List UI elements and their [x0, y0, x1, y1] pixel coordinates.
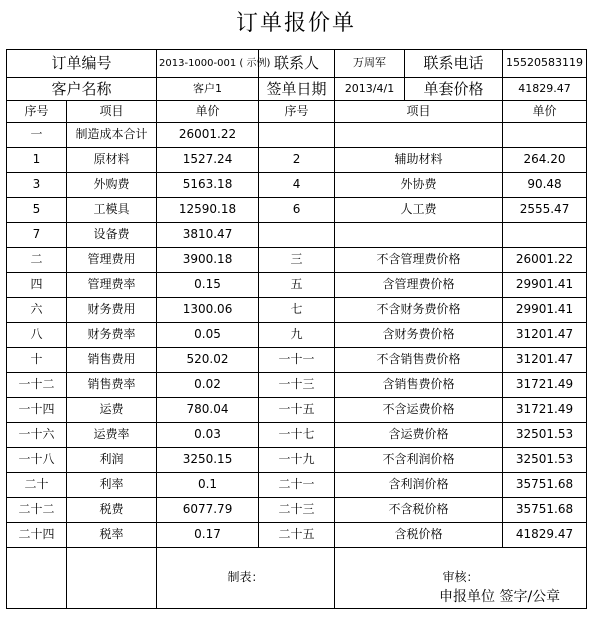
right-price-cell: 29901.41 — [503, 298, 587, 323]
left-item-cell: 外购费 — [67, 173, 157, 198]
right-item-cell: 辅助材料 — [335, 148, 503, 173]
right-seq-cell: 二十三 — [259, 498, 335, 523]
left-seq-cell: 六 — [7, 298, 67, 323]
right-seq-cell: 七 — [259, 298, 335, 323]
column-header-row — [7, 101, 587, 123]
right-item-cell — [335, 223, 503, 248]
left-price-cell: 0.15 — [157, 273, 259, 298]
left-price-cell: 0.05 — [157, 323, 259, 348]
reviewed-by-label: 审核： — [335, 548, 587, 609]
right-seq-cell: 一十一 — [259, 348, 335, 373]
customer-value: 客户1 — [157, 78, 259, 101]
right-item-cell: 含税价格 — [335, 523, 503, 548]
left-price-cell: 520.02 — [157, 348, 259, 373]
right-price-cell: 32501.53 — [503, 423, 587, 448]
left-item-cell: 管理费率 — [67, 273, 157, 298]
left-item-cell: 管理费用 — [67, 248, 157, 273]
column-header-item: 项目 — [67, 101, 157, 123]
left-price-cell: 12590.18 — [157, 198, 259, 223]
stamp-label: 申报单位 签字/公章 — [439, 589, 561, 605]
left-seq-cell: 二十二 — [7, 498, 67, 523]
right-seq-cell — [259, 123, 335, 148]
right-seq-cell: 三 — [259, 248, 335, 273]
right-item-cell: 不含销售费价格 — [335, 348, 503, 373]
table-row — [7, 123, 587, 148]
right-item-cell: 含管理费价格 — [335, 273, 503, 298]
contact-label: 联系人 — [259, 50, 335, 78]
right-item-cell: 外协费 — [335, 173, 503, 198]
left-seq-cell: 四 — [7, 273, 67, 298]
left-seq-cell: 二十 — [7, 473, 67, 498]
right-seq-cell: 2 — [259, 148, 335, 173]
left-item-cell: 设备费 — [67, 223, 157, 248]
phone-label: 联系电话 — [405, 50, 503, 78]
column-header-price: 单价 — [157, 101, 259, 123]
left-seq-cell: 一 — [7, 123, 67, 148]
right-seq-cell: 6 — [259, 198, 335, 223]
left-price-cell: 0.03 — [157, 423, 259, 448]
left-price-cell: 3250.15 — [157, 448, 259, 473]
right-price-cell: 31721.49 — [503, 373, 587, 398]
right-seq-cell: 一十九 — [259, 448, 335, 473]
left-seq-cell: 1 — [7, 148, 67, 173]
column-header-item: 项目 — [335, 101, 503, 123]
right-seq-cell — [259, 223, 335, 248]
table-row — [7, 173, 587, 198]
table-row — [7, 498, 587, 523]
left-item-cell: 财务费用 — [67, 298, 157, 323]
unit-price-value: 41829.47 — [503, 78, 587, 101]
right-item-cell: 不含利润价格 — [335, 448, 503, 473]
customer-label: 客户名称 — [7, 78, 157, 101]
left-item-cell: 原材料 — [67, 148, 157, 173]
right-item-cell: 含销售费价格 — [335, 373, 503, 398]
right-price-cell: 41829.47 — [503, 523, 587, 548]
right-item-cell: 不含管理费价格 — [335, 248, 503, 273]
table-row — [7, 323, 587, 348]
table-row — [7, 448, 587, 473]
table-row — [7, 273, 587, 298]
page-title: 订单报价单 — [235, 11, 356, 36]
table-row — [7, 423, 587, 448]
left-seq-cell: 二 — [7, 248, 67, 273]
right-seq-cell: 五 — [259, 273, 335, 298]
right-price-cell: 264.20 — [503, 148, 587, 173]
right-price-cell: 31721.49 — [503, 398, 587, 423]
right-price-cell: 29901.41 — [503, 273, 587, 298]
left-seq-cell: 7 — [7, 223, 67, 248]
right-seq-cell: 一十五 — [259, 398, 335, 423]
left-seq-cell: 一十六 — [7, 423, 67, 448]
right-price-cell — [503, 223, 587, 248]
table-row — [7, 248, 587, 273]
left-price-cell: 0.1 — [157, 473, 259, 498]
left-price-cell: 3900.18 — [157, 248, 259, 273]
column-header-seq: 序号 — [7, 101, 67, 123]
left-seq-cell: 一十四 — [7, 398, 67, 423]
right-item-cell: 不含财务费价格 — [335, 298, 503, 323]
right-seq-cell: 一十三 — [259, 373, 335, 398]
right-price-cell: 31201.47 — [503, 348, 587, 373]
left-price-cell: 5163.18 — [157, 173, 259, 198]
left-item-cell: 制造成本合计 — [67, 123, 157, 148]
table-row — [7, 373, 587, 398]
right-price-cell: 32501.53 — [503, 448, 587, 473]
left-item-cell: 税率 — [67, 523, 157, 548]
left-item-cell: 销售费率 — [67, 373, 157, 398]
table-row — [7, 523, 587, 548]
right-item-cell: 含运费价格 — [335, 423, 503, 448]
right-item-cell — [335, 123, 503, 148]
column-header-price: 单价 — [503, 101, 587, 123]
table-row — [7, 223, 587, 248]
right-seq-cell: 二十五 — [259, 523, 335, 548]
signature-cell — [67, 548, 157, 609]
right-price-cell: 26001.22 — [503, 248, 587, 273]
signature-cell — [7, 548, 67, 609]
quotation-table — [6, 49, 587, 609]
table-row — [7, 398, 587, 423]
left-item-cell: 利率 — [67, 473, 157, 498]
left-item-cell: 运费率 — [67, 423, 157, 448]
order-no-label: 订单编号 — [7, 50, 157, 78]
right-item-cell: 含财务费价格 — [335, 323, 503, 348]
phone-value: 15520583119 — [503, 50, 587, 78]
contact-value: 万周军 — [335, 50, 405, 78]
table-row — [7, 473, 587, 498]
sign-date-label: 签单日期 — [259, 78, 335, 101]
order-no-value: 2013-1000-001 ( 示例) — [157, 50, 259, 78]
left-item-cell: 利润 — [67, 448, 157, 473]
left-item-cell: 销售费用 — [67, 348, 157, 373]
table-row — [7, 298, 587, 323]
table-row — [7, 198, 587, 223]
column-header-seq: 序号 — [259, 101, 335, 123]
left-seq-cell: 十 — [7, 348, 67, 373]
header-row-order — [7, 50, 587, 78]
left-seq-cell: 一十二 — [7, 373, 67, 398]
left-price-cell: 26001.22 — [157, 123, 259, 148]
left-seq-cell: 八 — [7, 323, 67, 348]
right-price-cell: 35751.68 — [503, 473, 587, 498]
left-seq-cell: 二十四 — [7, 523, 67, 548]
left-seq-cell: 3 — [7, 173, 67, 198]
right-item-cell: 人工费 — [335, 198, 503, 223]
table-row — [7, 348, 587, 373]
left-price-cell: 3810.47 — [157, 223, 259, 248]
header-row-customer — [7, 78, 587, 101]
right-seq-cell: 一十七 — [259, 423, 335, 448]
sign-date-value: 2013/4/1 — [335, 78, 405, 101]
right-item-cell: 不含税价格 — [335, 498, 503, 523]
right-seq-cell: 九 — [259, 323, 335, 348]
prepared-by-label: 制表： — [157, 548, 335, 609]
right-seq-cell: 二十一 — [259, 473, 335, 498]
left-item-cell: 工模具 — [67, 198, 157, 223]
table-row — [7, 148, 587, 173]
left-price-cell: 1527.24 — [157, 148, 259, 173]
left-item-cell: 运费 — [67, 398, 157, 423]
right-item-cell: 含利润价格 — [335, 473, 503, 498]
right-price-cell — [503, 123, 587, 148]
right-price-cell: 90.48 — [503, 173, 587, 198]
left-price-cell: 0.17 — [157, 523, 259, 548]
left-price-cell: 780.04 — [157, 398, 259, 423]
right-seq-cell: 4 — [259, 173, 335, 198]
left-item-cell: 财务费率 — [67, 323, 157, 348]
left-seq-cell: 5 — [7, 198, 67, 223]
right-price-cell: 2555.47 — [503, 198, 587, 223]
left-price-cell: 6077.79 — [157, 498, 259, 523]
left-seq-cell: 一十八 — [7, 448, 67, 473]
right-price-cell: 31201.47 — [503, 323, 587, 348]
left-price-cell: 1300.06 — [157, 298, 259, 323]
left-item-cell: 税费 — [67, 498, 157, 523]
left-price-cell: 0.02 — [157, 373, 259, 398]
right-item-cell: 不含运费价格 — [335, 398, 503, 423]
unit-price-label: 单套价格 — [405, 78, 503, 101]
right-price-cell: 35751.68 — [503, 498, 587, 523]
